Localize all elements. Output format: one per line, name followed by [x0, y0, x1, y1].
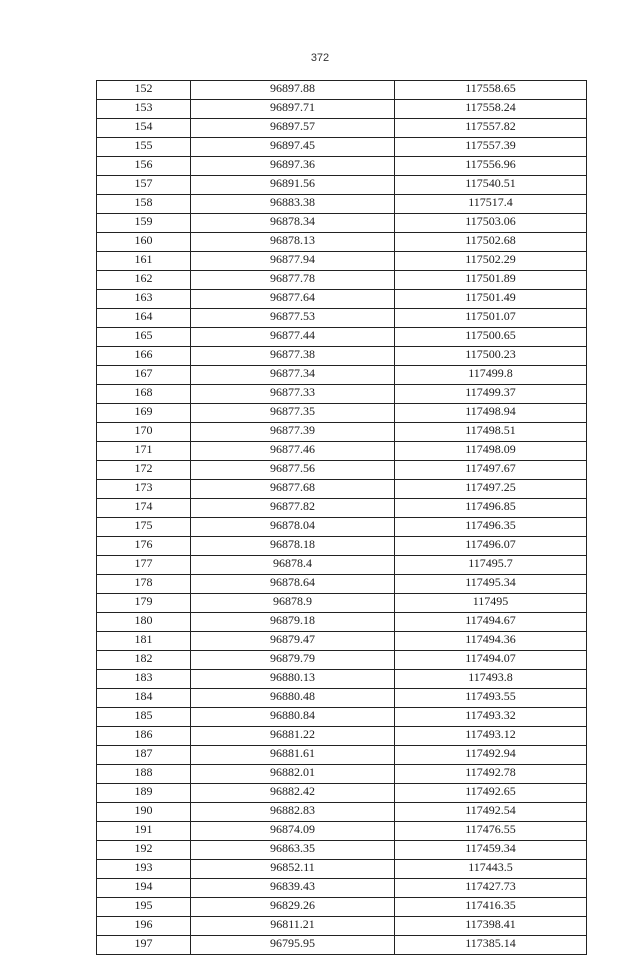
x-coordinate-cell: 96879.47: [191, 632, 395, 651]
y-coordinate-cell: 117558.65: [395, 81, 587, 100]
y-coordinate-cell: 117385.14: [395, 936, 587, 955]
point-number-cell: 154: [97, 119, 191, 138]
y-coordinate-cell: 117500.23: [395, 347, 587, 366]
table-row: [97, 347, 587, 366]
table-row: [97, 936, 587, 955]
y-coordinate-cell: 117501.07: [395, 309, 587, 328]
point-number-cell: 160: [97, 233, 191, 252]
point-number-cell: 197: [97, 936, 191, 955]
point-number-cell: 159: [97, 214, 191, 233]
x-coordinate-cell: 96891.56: [191, 176, 395, 195]
x-coordinate-cell: 96897.57: [191, 119, 395, 138]
y-coordinate-cell: 117498.94: [395, 404, 587, 423]
x-coordinate-cell: 96883.38: [191, 195, 395, 214]
point-number-cell: 188: [97, 765, 191, 784]
point-number-cell: 166: [97, 347, 191, 366]
point-number-cell: 164: [97, 309, 191, 328]
y-coordinate-cell: 117427.73: [395, 879, 587, 898]
x-coordinate-cell: 96880.13: [191, 670, 395, 689]
table-row: [97, 803, 587, 822]
y-coordinate-cell: 117492.78: [395, 765, 587, 784]
table-row: [97, 784, 587, 803]
x-coordinate-cell: 96897.71: [191, 100, 395, 119]
x-coordinate-cell: 96878.9: [191, 594, 395, 613]
coordinate-table-body: [97, 81, 587, 955]
point-number-cell: 171: [97, 442, 191, 461]
y-coordinate-cell: 117459.34: [395, 841, 587, 860]
y-coordinate-cell: 117540.51: [395, 176, 587, 195]
x-coordinate-cell: 96897.36: [191, 157, 395, 176]
x-coordinate-cell: 96877.78: [191, 271, 395, 290]
table-row: [97, 309, 587, 328]
table-row: [97, 917, 587, 936]
x-coordinate-cell: 96897.88: [191, 81, 395, 100]
y-coordinate-cell: 117476.55: [395, 822, 587, 841]
table-row: [97, 423, 587, 442]
y-coordinate-cell: 117558.24: [395, 100, 587, 119]
point-number-cell: 186: [97, 727, 191, 746]
x-coordinate-cell: 96878.13: [191, 233, 395, 252]
point-number-cell: 192: [97, 841, 191, 860]
table-row: [97, 746, 587, 765]
y-coordinate-cell: 117492.54: [395, 803, 587, 822]
point-number-cell: 173: [97, 480, 191, 499]
point-number-cell: 184: [97, 689, 191, 708]
x-coordinate-cell: 96882.42: [191, 784, 395, 803]
y-coordinate-cell: 117501.89: [395, 271, 587, 290]
x-coordinate-cell: 96877.82: [191, 499, 395, 518]
y-coordinate-cell: 117501.49: [395, 290, 587, 309]
x-coordinate-cell: 96829.26: [191, 898, 395, 917]
table-row: [97, 822, 587, 841]
point-number-cell: 181: [97, 632, 191, 651]
y-coordinate-cell: 117493.32: [395, 708, 587, 727]
x-coordinate-cell: 96877.68: [191, 480, 395, 499]
x-coordinate-cell: 96877.94: [191, 252, 395, 271]
y-coordinate-cell: 117494.67: [395, 613, 587, 632]
table-row: [97, 157, 587, 176]
point-number-cell: 155: [97, 138, 191, 157]
x-coordinate-cell: 96877.38: [191, 347, 395, 366]
table-row: [97, 214, 587, 233]
y-coordinate-cell: 117557.39: [395, 138, 587, 157]
table-row: [97, 176, 587, 195]
y-coordinate-cell: 117398.41: [395, 917, 587, 936]
y-coordinate-cell: 117496.35: [395, 518, 587, 537]
y-coordinate-cell: 117494.07: [395, 651, 587, 670]
table-row: [97, 537, 587, 556]
y-coordinate-cell: 117502.29: [395, 252, 587, 271]
table-row: [97, 860, 587, 879]
x-coordinate-cell: 96880.48: [191, 689, 395, 708]
y-coordinate-cell: 117493.55: [395, 689, 587, 708]
point-number-cell: 157: [97, 176, 191, 195]
table-row: [97, 556, 587, 575]
x-coordinate-cell: 96877.46: [191, 442, 395, 461]
point-number-cell: 179: [97, 594, 191, 613]
x-coordinate-cell: 96878.04: [191, 518, 395, 537]
point-number-cell: 178: [97, 575, 191, 594]
x-coordinate-cell: 96811.21: [191, 917, 395, 936]
point-number-cell: 168: [97, 385, 191, 404]
table-row: [97, 119, 587, 138]
table-row: [97, 252, 587, 271]
page-number: 372: [310, 52, 330, 64]
table-row: [97, 765, 587, 784]
table-row: [97, 651, 587, 670]
y-coordinate-cell: 117495.34: [395, 575, 587, 594]
y-coordinate-cell: 117495.7: [395, 556, 587, 575]
x-coordinate-cell: 96877.35: [191, 404, 395, 423]
point-number-cell: 191: [97, 822, 191, 841]
x-coordinate-cell: 96839.43: [191, 879, 395, 898]
y-coordinate-cell: 117517.4: [395, 195, 587, 214]
x-coordinate-cell: 96879.79: [191, 651, 395, 670]
table-row: [97, 366, 587, 385]
y-coordinate-cell: 117494.36: [395, 632, 587, 651]
x-coordinate-cell: 96881.22: [191, 727, 395, 746]
y-coordinate-cell: 117499.37: [395, 385, 587, 404]
table-row: [97, 898, 587, 917]
y-coordinate-cell: 117502.68: [395, 233, 587, 252]
x-coordinate-cell: 96878.4: [191, 556, 395, 575]
y-coordinate-cell: 117496.85: [395, 499, 587, 518]
table-row: [97, 670, 587, 689]
x-coordinate-cell: 96878.18: [191, 537, 395, 556]
y-coordinate-cell: 117497.67: [395, 461, 587, 480]
x-coordinate-cell: 96877.33: [191, 385, 395, 404]
y-coordinate-cell: 117500.65: [395, 328, 587, 347]
y-coordinate-cell: 117497.25: [395, 480, 587, 499]
table-row: [97, 195, 587, 214]
table-row: [97, 290, 587, 309]
point-number-cell: 156: [97, 157, 191, 176]
x-coordinate-cell: 96877.39: [191, 423, 395, 442]
point-number-cell: 161: [97, 252, 191, 271]
y-coordinate-cell: 117492.94: [395, 746, 587, 765]
point-number-cell: 174: [97, 499, 191, 518]
y-coordinate-cell: 117416.35: [395, 898, 587, 917]
point-number-cell: 183: [97, 670, 191, 689]
table-row: [97, 442, 587, 461]
point-number-cell: 152: [97, 81, 191, 100]
table-row: [97, 575, 587, 594]
table-row: [97, 841, 587, 860]
x-coordinate-cell: 96852.11: [191, 860, 395, 879]
point-number-cell: 185: [97, 708, 191, 727]
x-coordinate-cell: 96882.83: [191, 803, 395, 822]
coordinate-table: [96, 80, 587, 955]
x-coordinate-cell: 96877.34: [191, 366, 395, 385]
x-coordinate-cell: 96795.95: [191, 936, 395, 955]
y-coordinate-cell: 117556.96: [395, 157, 587, 176]
table-row: [97, 594, 587, 613]
point-number-cell: 187: [97, 746, 191, 765]
y-coordinate-cell: 117498.51: [395, 423, 587, 442]
y-coordinate-cell: 117492.65: [395, 784, 587, 803]
table-row: [97, 689, 587, 708]
table-row: [97, 613, 587, 632]
point-number-cell: 169: [97, 404, 191, 423]
point-number-cell: 177: [97, 556, 191, 575]
x-coordinate-cell: 96877.56: [191, 461, 395, 480]
table-row: [97, 233, 587, 252]
x-coordinate-cell: 96879.18: [191, 613, 395, 632]
x-coordinate-cell: 96878.64: [191, 575, 395, 594]
x-coordinate-cell: 96897.45: [191, 138, 395, 157]
point-number-cell: 196: [97, 917, 191, 936]
x-coordinate-cell: 96881.61: [191, 746, 395, 765]
point-number-cell: 175: [97, 518, 191, 537]
x-coordinate-cell: 96877.44: [191, 328, 395, 347]
table-row: [97, 461, 587, 480]
x-coordinate-cell: 96878.34: [191, 214, 395, 233]
y-coordinate-cell: 117443.5: [395, 860, 587, 879]
table-row: [97, 518, 587, 537]
table-row: [97, 727, 587, 746]
point-number-cell: 176: [97, 537, 191, 556]
table-row: [97, 708, 587, 727]
y-coordinate-cell: 117503.06: [395, 214, 587, 233]
point-number-cell: 165: [97, 328, 191, 347]
x-coordinate-cell: 96877.53: [191, 309, 395, 328]
point-number-cell: 189: [97, 784, 191, 803]
y-coordinate-cell: 117493.8: [395, 670, 587, 689]
point-number-cell: 162: [97, 271, 191, 290]
point-number-cell: 172: [97, 461, 191, 480]
x-coordinate-cell: 96874.09: [191, 822, 395, 841]
table-row: [97, 138, 587, 157]
table-row: [97, 879, 587, 898]
point-number-cell: 167: [97, 366, 191, 385]
table-row: [97, 81, 587, 100]
point-number-cell: 158: [97, 195, 191, 214]
point-number-cell: 194: [97, 879, 191, 898]
point-number-cell: 182: [97, 651, 191, 670]
point-number-cell: 170: [97, 423, 191, 442]
y-coordinate-cell: 117496.07: [395, 537, 587, 556]
table-row: [97, 632, 587, 651]
point-number-cell: 190: [97, 803, 191, 822]
y-coordinate-cell: 117499.8: [395, 366, 587, 385]
table-row: [97, 100, 587, 119]
point-number-cell: 180: [97, 613, 191, 632]
table-row: [97, 499, 587, 518]
y-coordinate-cell: 117493.12: [395, 727, 587, 746]
x-coordinate-cell: 96882.01: [191, 765, 395, 784]
y-coordinate-cell: 117557.82: [395, 119, 587, 138]
table-row: [97, 480, 587, 499]
x-coordinate-cell: 96863.35: [191, 841, 395, 860]
x-coordinate-cell: 96877.64: [191, 290, 395, 309]
point-number-cell: 163: [97, 290, 191, 309]
y-coordinate-cell: 117495: [395, 594, 587, 613]
point-number-cell: 195: [97, 898, 191, 917]
table-row: [97, 328, 587, 347]
table-row: [97, 271, 587, 290]
x-coordinate-cell: 96880.84: [191, 708, 395, 727]
y-coordinate-cell: 117498.09: [395, 442, 587, 461]
point-number-cell: 153: [97, 100, 191, 119]
table-row: [97, 385, 587, 404]
table-row: [97, 404, 587, 423]
point-number-cell: 193: [97, 860, 191, 879]
